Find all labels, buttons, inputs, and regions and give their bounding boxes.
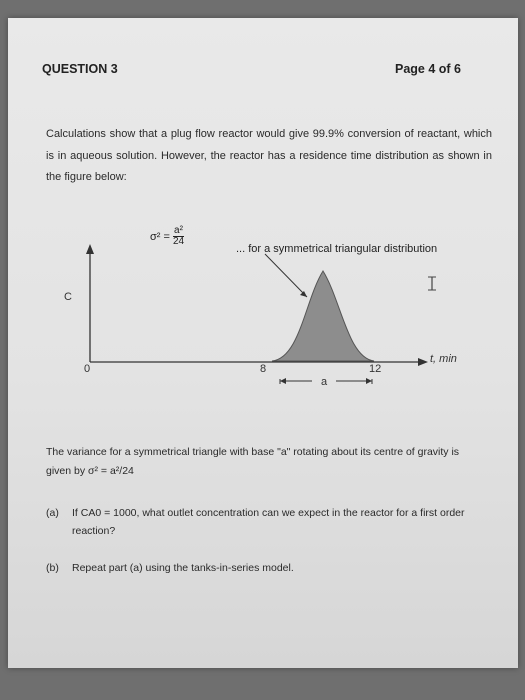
base-label: a (321, 376, 328, 388)
formula-denominator: 24 (172, 236, 185, 247)
part-a-text: If CA0 = 1000, what outlet concentration can we expect in the reactor for a first order reaction? (72, 507, 465, 537)
page-number: Page 4 of 6 (395, 62, 461, 76)
formula-numerator: a² (174, 225, 183, 236)
page-header (42, 62, 461, 76)
tick-8: 8 (260, 363, 267, 375)
rtd-figure (0, 220, 525, 400)
y-axis-arrow (86, 244, 94, 254)
pointer-line (265, 254, 307, 297)
formula-label: ... for a symmetrical triangular distribution (236, 243, 438, 255)
part-b (46, 559, 486, 577)
x-axis-label: t, min (430, 353, 457, 365)
part-b-label: (b) (46, 562, 59, 574)
x-axis-arrow (418, 358, 428, 366)
intro-paragraph: Calculations show that a plug flow reactor would give 99.9% conversion of reactant, which is in aqueous solution. However, the reactor has a residence time distribution as shown in the figure below: (46, 128, 492, 183)
tick-12: 12 (369, 363, 382, 375)
question-title: QUESTION 3 (42, 62, 118, 76)
part-a-label: (a) (46, 507, 59, 519)
formula-lhs: σ² = (150, 230, 170, 243)
y-axis-label: C (64, 291, 72, 303)
pointer-arrowhead (300, 291, 307, 297)
rtd-curve (272, 271, 374, 361)
origin-label: 0 (84, 363, 91, 375)
part-a (46, 504, 486, 540)
variance-paragraph: The variance for a symmetrical triangle with base "a" rotating about its centre of gravity is given by σ² = a²/24 (46, 446, 460, 477)
part-b-text: Repeat part (a) using the tanks-in-series model. (72, 562, 294, 574)
